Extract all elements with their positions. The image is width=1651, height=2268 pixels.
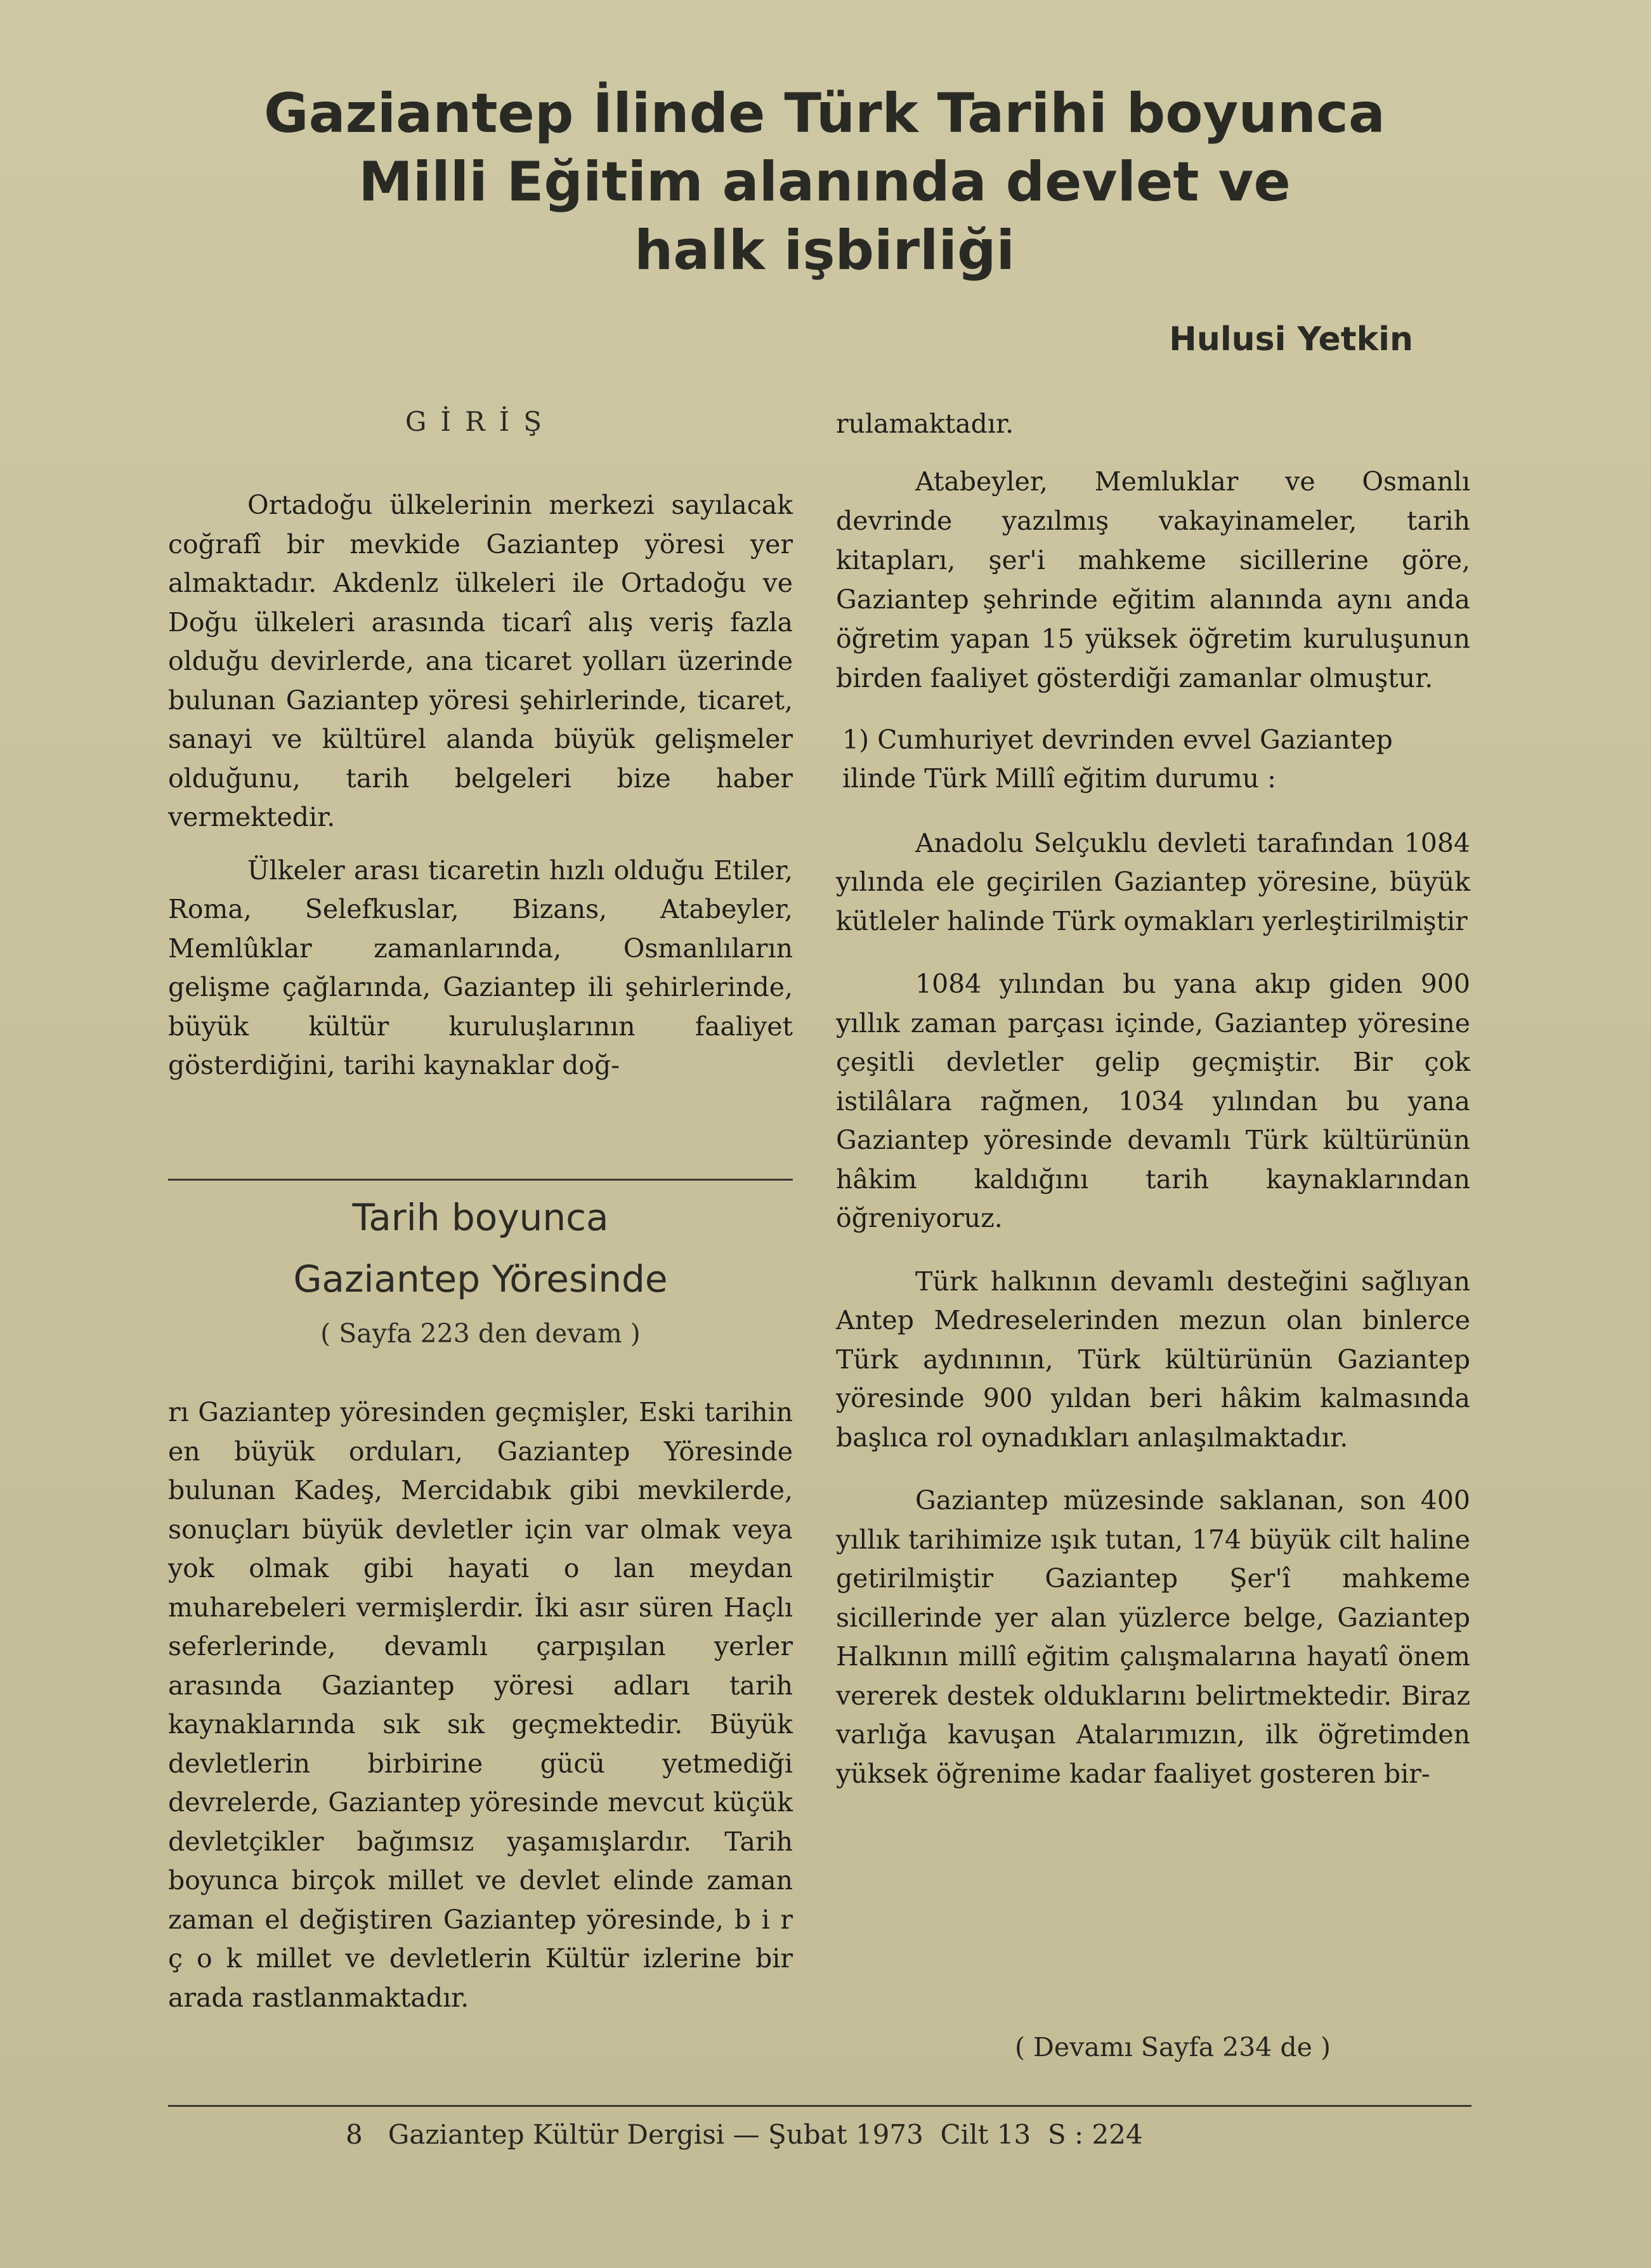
issue-number: S : 224 (1047, 2119, 1143, 2150)
left-column-bottom (168, 1393, 793, 2017)
box-subtitle: ( Sayfa 223 den devam ) (320, 1318, 641, 1349)
box-title: Tarih boyunca (352, 1196, 609, 1239)
issue-date: Şubat 1973 (767, 2119, 923, 2150)
footer-rule (168, 2105, 1472, 2107)
footer (346, 2119, 1143, 2150)
continued-note: ( Devamı Sayfa 234 de ) (1015, 2032, 1331, 2062)
paragraph: Atabeyler, Memluklar ve Osmanlı devrinde yazılmış vakayinameler, tarih kitapları, şer'i mahkeme sicillerine göre, Gaziantep şehrinde eğitim alanında aynı anda öğretim yapan 15 yüksek öğretim kuruluşunun birden faaliyet gösterdiği zamanlar olmuştur. (836, 466, 1470, 693)
paragraph: Gaziantep müzesinde saklanan, son 400 yıllık tarihimize ışık tutan, 174 büyük cilt haline getirilmiştir Gaziantep Şer'î mahkeme sicillerinde yer alan yüzlerce belge, Gaziantep Halkının millî eğitim çalışmalarına hayatî önem vererek destek olduklarını belirtmektedir. Biraz varlığa kavuşan Atalarımızın, ilk öğretimden yüksek öğrenime kadar faaliyet gosteren bir- (836, 1485, 1470, 1789)
numbered-heading: 1) Cumhuriyet devrinden evvel Gaziantep ilinde Türk Millî eğitim durumu : (842, 724, 1393, 794)
paragraph: 1084 yılından bu yana akıp giden 900 yıllık zaman parçası içinde, Gaziantep yöresine çeşitli devletler gelip geçmiştir. Bir çok istilâlara rağmen, 1034 yılından bu yana Gaziantep yöresinde devamlı Türk kültürünün hâkim kaldığını tarih kaynaklarından öğreniyoruz. (836, 969, 1470, 1233)
paragraph: rı Gaziantep yöresinden geçmişler, Eski tarihin en büyük orduları, Gaziantep Yöresinde bulunan Kadeş, Mercidabık gibi mevkilerde, sonuçları büyük devletler için var olmak veya yok olmak gibi hayati o lan meydan muharebeleri vermişlerdir. İki asır süren Haçlı seferlerinde, devamlı çarpışılan yerler arasında Gaziantep yöresi adları tarih kaynaklarında sık sık geçmektedir. Büyük devletlerin birbirine gücü yetmediği devrelerde, Gaziantep yöresinde mevcut küçük devletçikler bağımsız yaşamışlardır. Tarih boyunca birçok millet ve devlet elinde zaman zaman el değiştiren Gaziantep yöresinde, b i r ç o k millet ve devletlerin Kültür izlerine bir arada rastlanmaktadır. (168, 1397, 793, 2013)
paragraph: Ülkeler arası ticaretin hızlı olduğu Etiler, Roma, Selefkuslar, Bizans, Atabeyler, Memlûklar zamanlarında, Osmanlıların gelişme çağlarında, Gaziantep ili şehirlerinde, büyük kültür kuruluşlarının faaliyet gösterdiğini, tarihi kaynaklar doğ- (168, 855, 793, 1080)
divider (168, 1179, 793, 1181)
volume: Cilt 13 (940, 2119, 1031, 2150)
box-title: Gaziantep Yöresinde (293, 1257, 668, 1301)
author-name: Hulusi Yetkin (1169, 320, 1413, 358)
page-number: 8 (346, 2119, 363, 2150)
article-title (190, 79, 1459, 285)
magazine-name: Gaziantep Kültür Dergisi (388, 2119, 725, 2150)
title-line: halk işbirliği (634, 219, 1015, 282)
paragraph: Ortadoğu ülkelerinin merkezi sayılacak coğrafî bir mevkide Gaziantep yöresi yer almaktadır. Akdenlz ülkeleri ile Ortadoğu ve Doğu ülkeleri arasında ticarî alış veriş fazla olduğu devirlerde, ana ticaret yolları üzerinde bulunan Gaziantep yöresi şehirlerinde, ticaret, sanayi ve kültürel alanda büyük gelişmeler olduğunu, tarih belgeleri bize haber vermektedir. (168, 490, 793, 832)
paragraph: rulamaktadır. (836, 409, 1014, 439)
right-column (836, 405, 1470, 1793)
paragraph: Türk halkının devamlı desteğini sağlıyan Antep Medreselerinden mezun olan binlerce Türk aydınının, Türk kültürünün Gaziantep yöresinde 900 yıldan beri hâkim kalmasında başlıca rol oynadıkları anlaşılmaktadır. (836, 1266, 1470, 1453)
footer-separator: — (733, 2119, 760, 2150)
title-line: Gaziantep İlinde Türk Tarihi boyunca (264, 82, 1385, 145)
left-column-top (168, 486, 793, 1085)
title-line: Milli Eğitim alanında devlet ve (358, 150, 1291, 214)
paragraph: Anadolu Selçuklu devleti tarafından 1084 yılında ele geçirilen Gaziantep yöresine, büyük kütleler halinde Türk oymakları yerleştirilmiştir (836, 827, 1470, 936)
section-heading: GİRİŞ (405, 406, 556, 437)
